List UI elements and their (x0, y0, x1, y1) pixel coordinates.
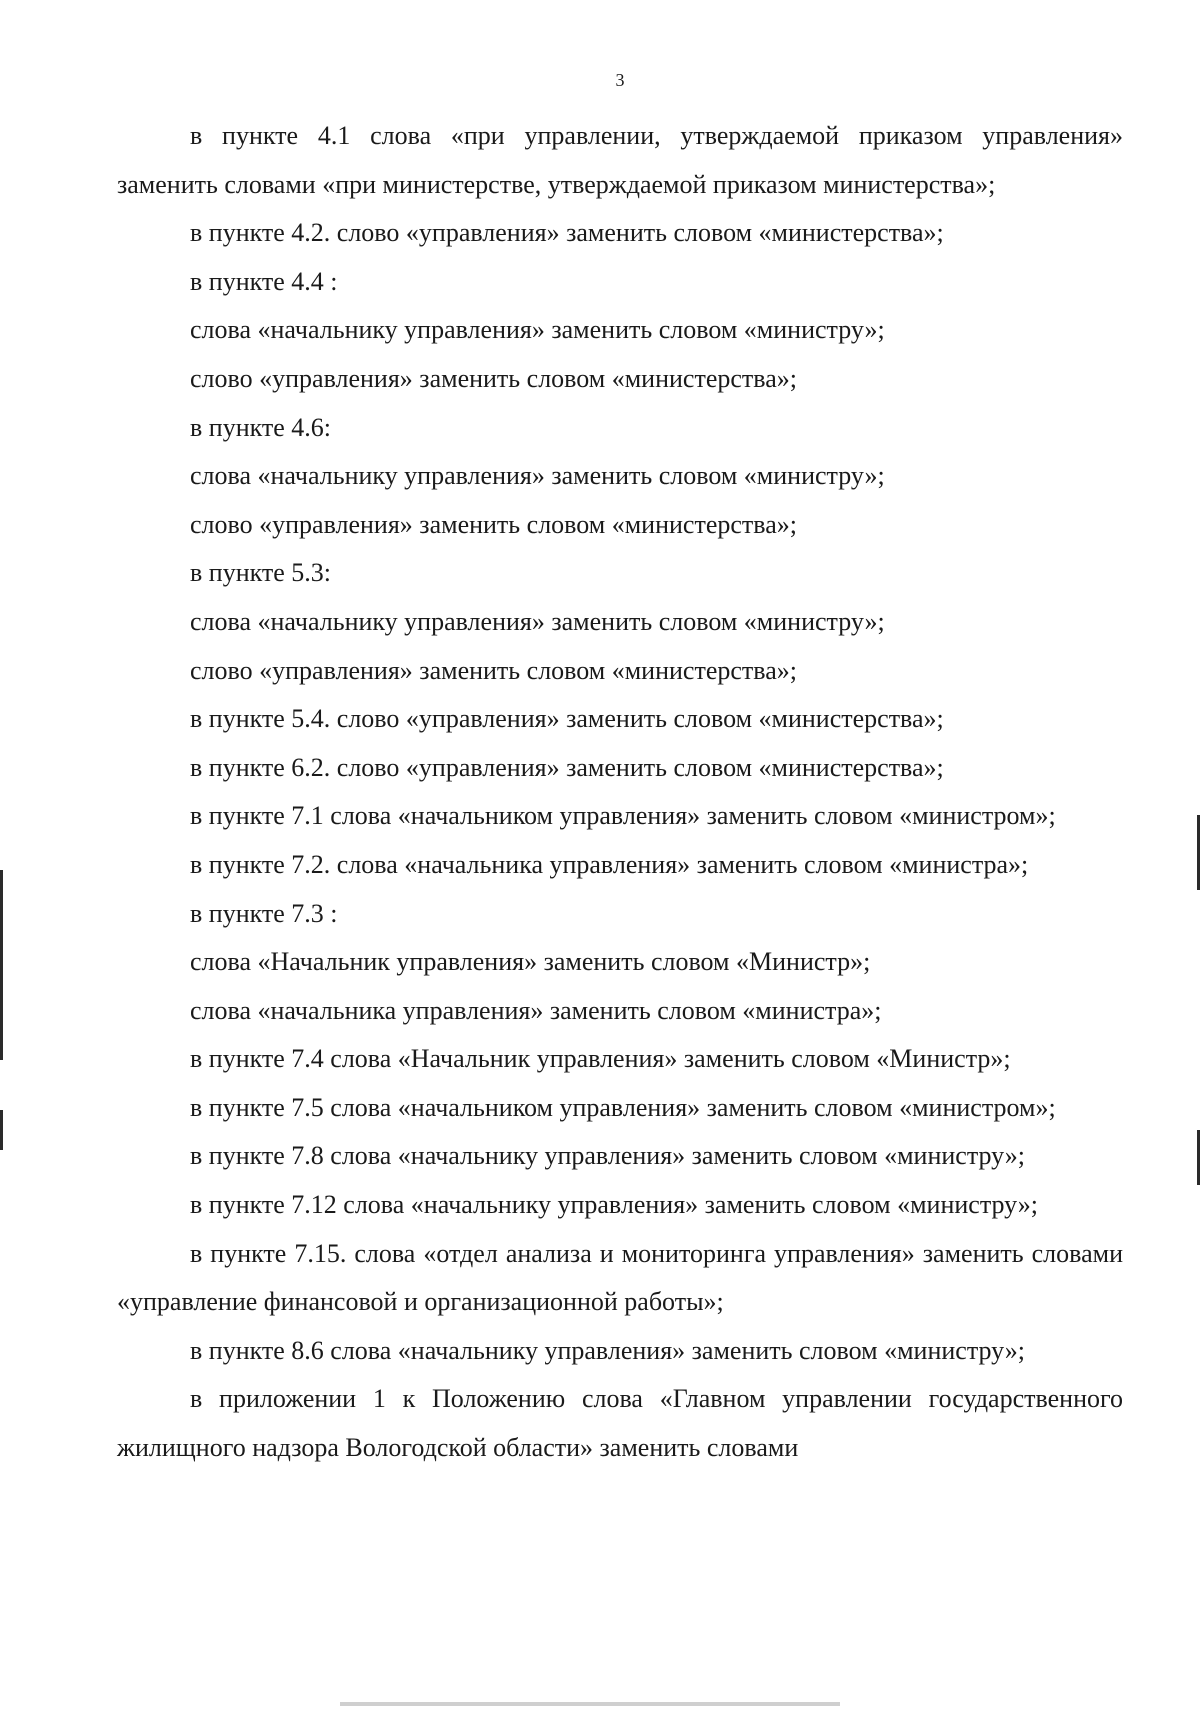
scan-artifact (340, 1702, 840, 1706)
scan-edge-mark (0, 1110, 3, 1150)
amendment-paragraph: в пункте 6.2. слово «управления» заменить словом «министерства»; (190, 752, 944, 782)
amendment-paragraph: в приложении 1 к Положению слова «Главном управлении государственного жилищного надзора Вологодской области» заменить словами (117, 1384, 1123, 1463)
document-body (117, 112, 1123, 1473)
amendment-paragraph: в пункте 7.5 слова «начальником управления» заменить словом «министром»; (190, 1092, 1056, 1122)
amendment-paragraph: слово «управления» заменить словом «министерства»; (190, 363, 797, 393)
amendment-paragraph: в пункте 7.12 слова «начальнику управления» заменить словом «министру»; (190, 1190, 1039, 1220)
amendment-paragraph: в пункте 7.2. слова «начальника управления» заменить словом «министра»; (190, 849, 1029, 879)
amendment-paragraph: в пункте 7.1 слова «начальником управления» заменить словом «министром»; (190, 801, 1056, 831)
amendment-paragraph: слова «начальника управления» заменить словом «министра»; (190, 995, 882, 1025)
amendment-paragraph: в пункте 4.1 слова «при управлении, утверждаемой приказом управления» заменить словами «при министерстве, утверждаемой приказом министерства»; (117, 121, 1123, 199)
amendment-paragraph: в пункте 7.3 : (190, 898, 338, 928)
amendment-paragraph: слово «управления» заменить словом «министерства»; (190, 509, 797, 539)
amendment-paragraph: в пункте 4.2. слово «управления» заменить словом «министерства»; (190, 218, 944, 248)
amendment-paragraph: слова «начальнику управления» заменить словом «министру»; (190, 315, 885, 345)
amendment-paragraph: слова «начальнику управления» заменить словом «министру»; (190, 461, 885, 491)
amendment-paragraph: в пункте 5.3: (190, 558, 332, 588)
amendment-paragraph: в пункте 7.4 слова «Начальник управления» заменить словом «Министр»; (190, 1044, 1011, 1074)
page-number: 3 (615, 70, 625, 90)
amendment-paragraph: в пункте 4.4 : (190, 266, 338, 296)
amendment-paragraph: в пункте 8.6 слова «начальнику управления» заменить словом «министру»; (190, 1335, 1026, 1365)
amendment-paragraph: в пункте 5.4. слово «управления» заменить словом «министерства»; (190, 704, 944, 734)
amendment-paragraph: в пункте 7.15. слова «отдел анализа и мониторинга управления» заменить словами «управление финансовой и организационной работы»; (117, 1238, 1123, 1317)
scan-edge-mark (0, 870, 3, 1060)
amendment-paragraph: слова «начальнику управления» заменить словом «министру»; (190, 606, 885, 636)
amendment-paragraph: в пункте 7.8 слова «начальнику управления» заменить словом «министру»; (190, 1141, 1026, 1171)
amendment-paragraph: слова «Начальник управления» заменить словом «Министр»; (190, 947, 871, 977)
amendment-paragraph: в пункте 4.6: (190, 412, 332, 442)
amendment-paragraph: слово «управления» заменить словом «министерства»; (190, 655, 797, 685)
